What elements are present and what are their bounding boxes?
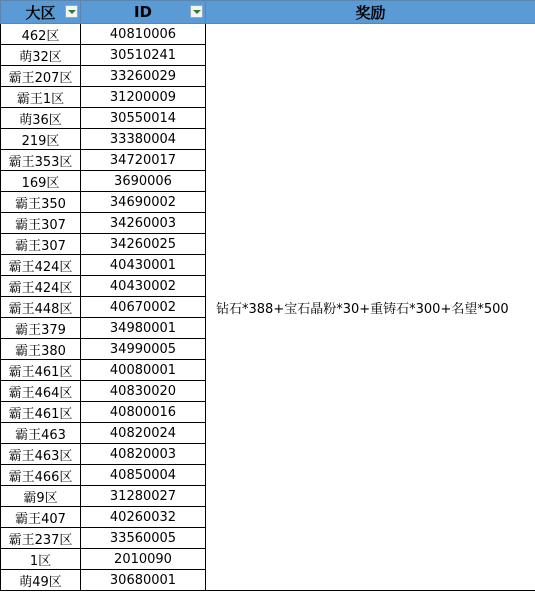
region-cell[interactable]: 萌32区 [1,45,81,66]
header-reward-label: 奖励 [355,3,386,22]
region-cell[interactable]: 霸王463 [1,423,81,444]
id-cell[interactable]: 34260003 [81,213,206,234]
region-cell[interactable]: 霸王307 [1,213,81,234]
header-reward[interactable] [206,1,535,24]
id-cell[interactable]: 33560005 [81,528,206,549]
id-cell[interactable]: 34690002 [81,192,206,213]
table-row [1,24,535,45]
id-cell[interactable]: 30680001 [81,570,206,591]
header-region-label: 大区 [25,3,56,22]
region-cell[interactable]: 萌49区 [1,570,81,591]
id-cell[interactable]: 34990005 [81,339,206,360]
header-row [1,1,535,24]
id-cell[interactable]: 40260032 [81,507,206,528]
id-cell[interactable]: 30510241 [81,45,206,66]
region-cell[interactable]: 霸王380 [1,339,81,360]
id-cell[interactable]: 40850004 [81,465,206,486]
id-cell[interactable]: 40800016 [81,402,206,423]
region-cell[interactable]: 1区 [1,549,81,570]
id-cell[interactable]: 31280027 [81,486,206,507]
region-cell[interactable]: 霸王207区 [1,66,81,87]
header-region[interactable] [1,1,81,24]
id-cell[interactable]: 40830020 [81,381,206,402]
id-cell[interactable]: 34980001 [81,318,206,339]
id-cell[interactable]: 34720017 [81,150,206,171]
region-cell[interactable]: 219区 [1,129,81,150]
region-cell[interactable]: 霸王237区 [1,528,81,549]
id-cell[interactable]: 40820003 [81,444,206,465]
region-cell[interactable]: 霸王353区 [1,150,81,171]
id-cell[interactable]: 40430001 [81,255,206,276]
region-cell[interactable]: 霸王407 [1,507,81,528]
id-cell[interactable]: 33260029 [81,66,206,87]
region-cell[interactable]: 霸王1区 [1,87,81,108]
region-cell[interactable]: 169区 [1,171,81,192]
id-cell[interactable]: 40430002 [81,276,206,297]
id-cell[interactable]: 2010090 [81,549,206,570]
region-cell[interactable]: 霸王350 [1,192,81,213]
region-cell[interactable]: 霸王448区 [1,297,81,318]
id-cell[interactable]: 40820024 [81,423,206,444]
id-cell[interactable]: 30550014 [81,108,206,129]
region-cell[interactable]: 462区 [1,24,81,45]
region-cell[interactable]: 霸王424区 [1,276,81,297]
id-cell[interactable]: 3690006 [81,171,206,192]
region-cell[interactable]: 霸王307 [1,234,81,255]
region-cell[interactable]: 霸王461区 [1,402,81,423]
region-cell[interactable]: 霸王463区 [1,444,81,465]
region-cell[interactable]: 霸王379 [1,318,81,339]
region-cell[interactable]: 霸王461区 [1,360,81,381]
id-cell[interactable]: 34260025 [81,234,206,255]
id-cell[interactable]: 31200009 [81,87,206,108]
id-cell[interactable]: 40810006 [81,24,206,45]
region-cell[interactable]: 霸王464区 [1,381,81,402]
region-cell[interactable]: 霸王466区 [1,465,81,486]
filter-dropdown-icon[interactable] [190,5,203,18]
region-cell[interactable]: 霸9区 [1,486,81,507]
id-cell[interactable]: 40080001 [81,360,206,381]
region-cell[interactable]: 霸王424区 [1,255,81,276]
filter-dropdown-icon[interactable] [65,5,78,18]
header-id-label: ID [133,3,153,21]
header-id[interactable] [81,1,206,24]
region-cell[interactable]: 萌36区 [1,108,81,129]
id-cell[interactable]: 33380004 [81,129,206,150]
reward-cell[interactable]: 钻石*388+宝石晶粉*30+重铸石*300+名望*500 [206,24,535,591]
id-cell[interactable]: 40670002 [81,297,206,318]
